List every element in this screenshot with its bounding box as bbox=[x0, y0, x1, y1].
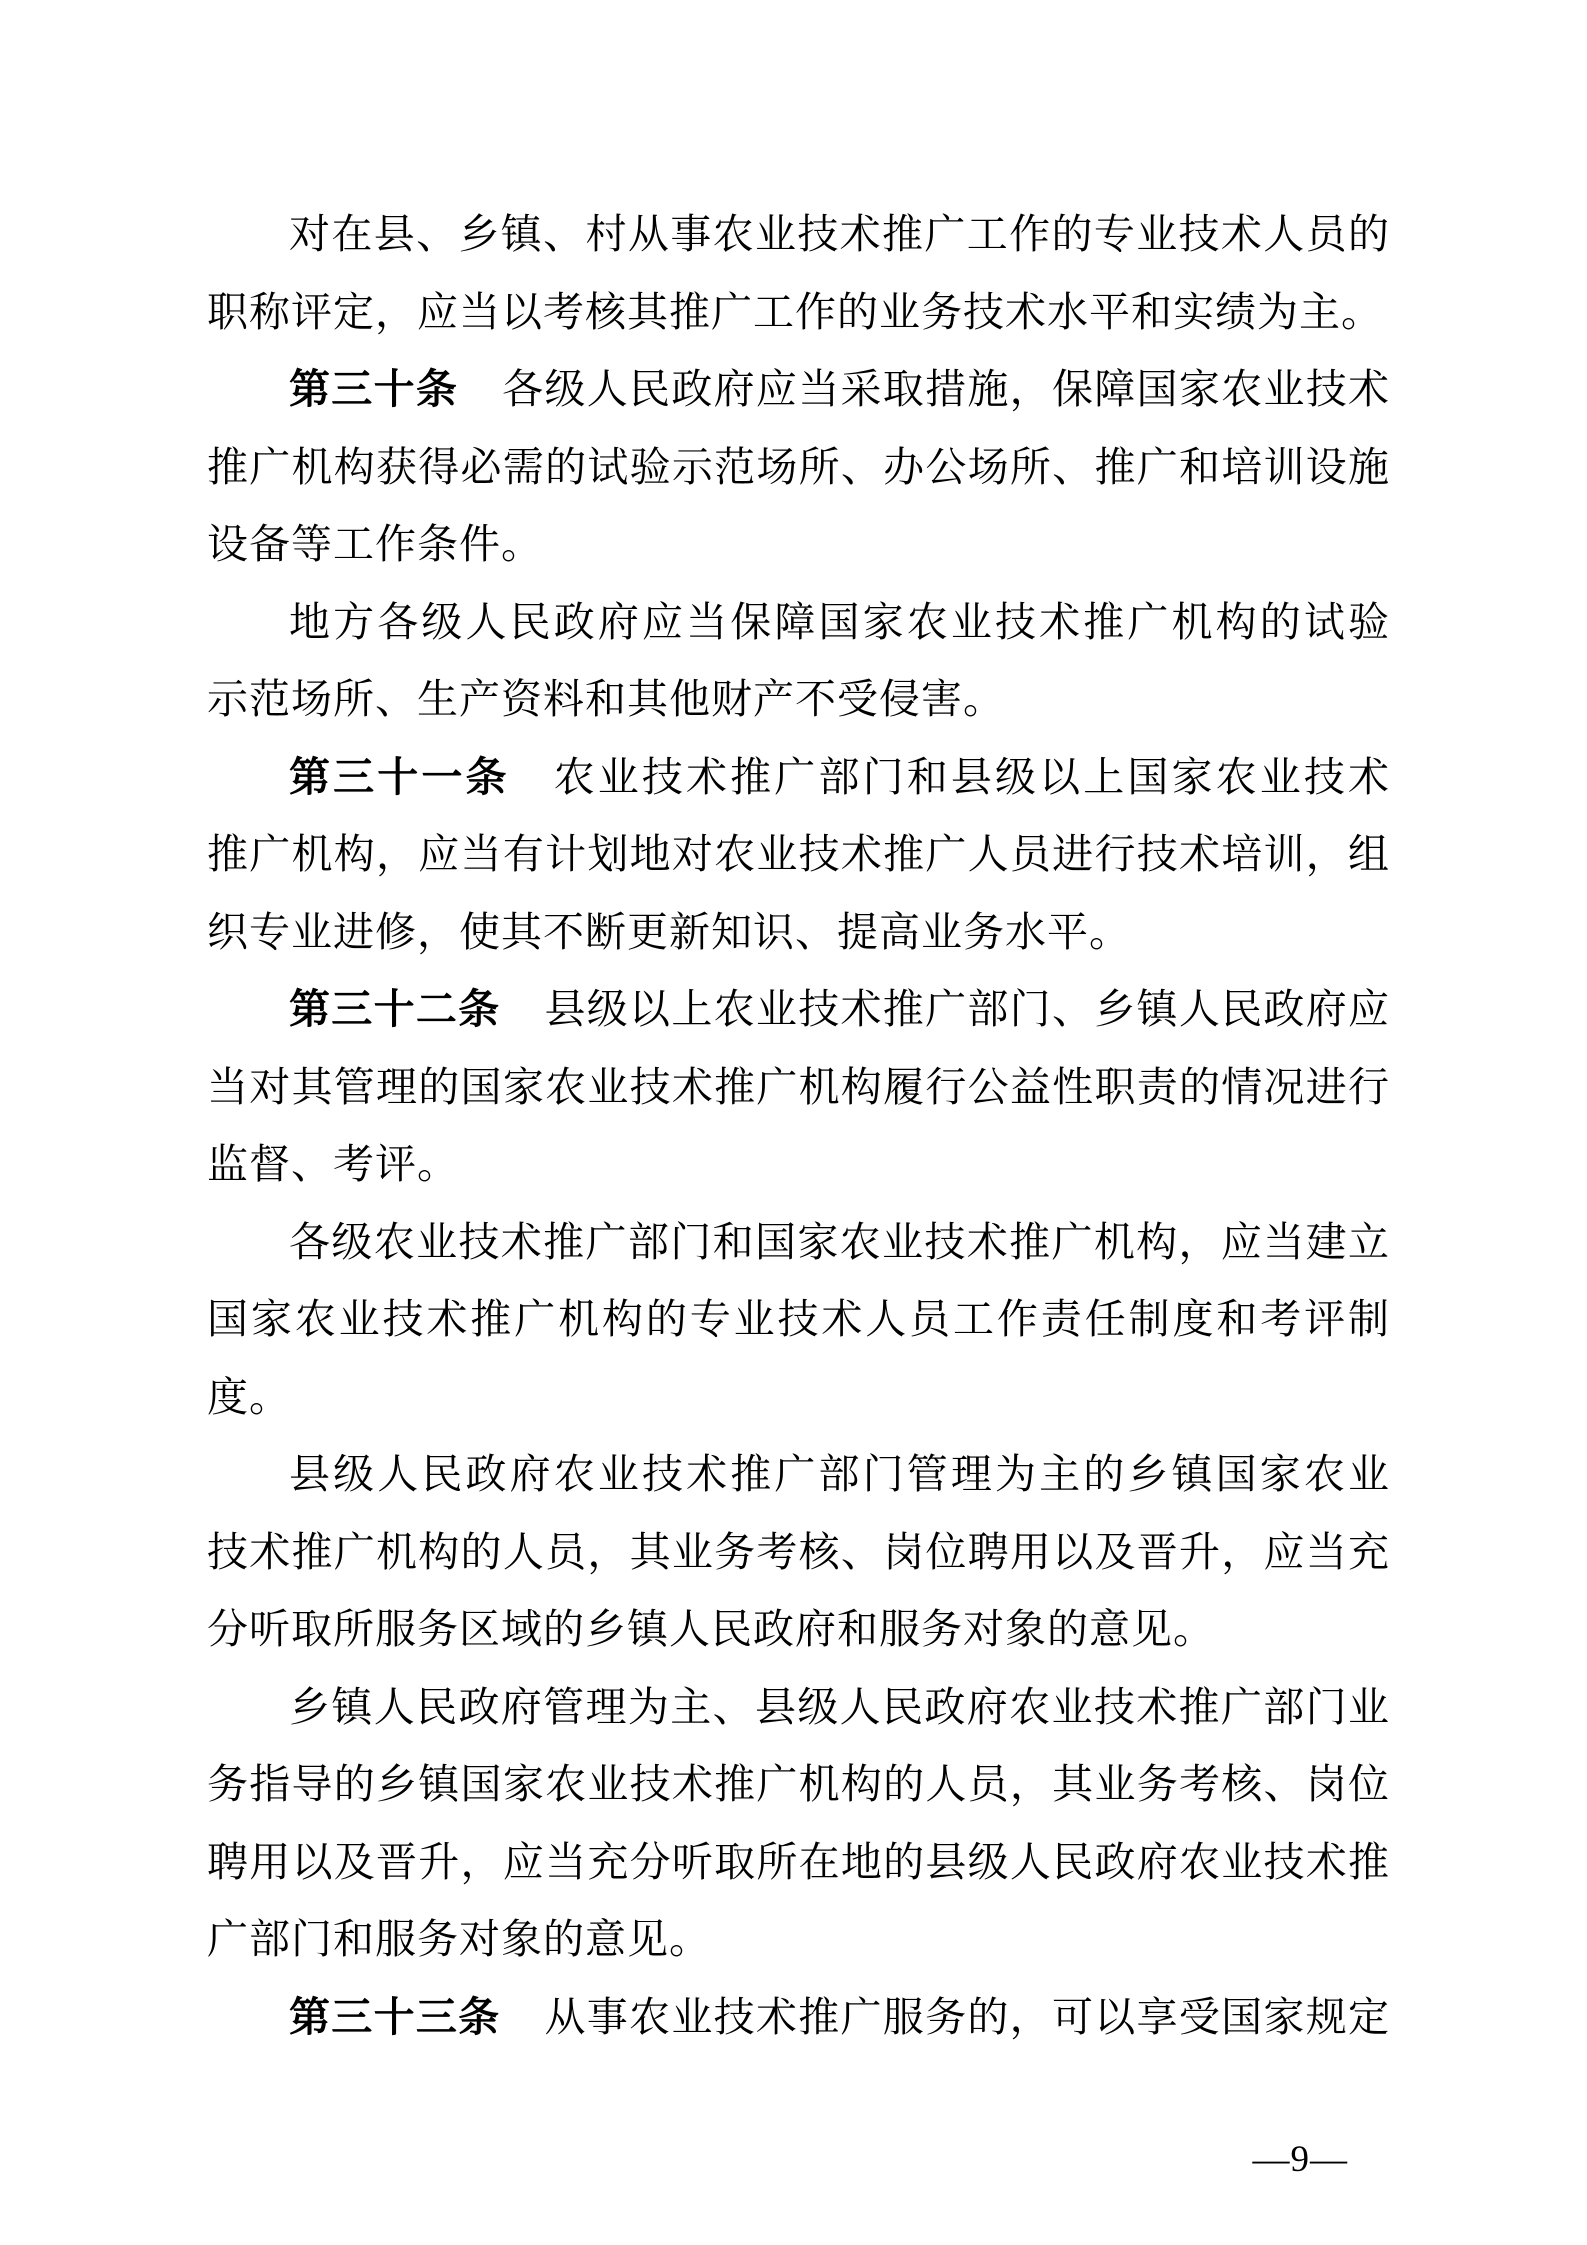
line-text: 农业技术推广部门和县级以上国家农业技术 bbox=[553, 753, 1390, 800]
line-text: 乡镇人民政府管理为主、县级人民政府农业技术推广部门业 bbox=[289, 1683, 1390, 1730]
text-line bbox=[207, 739, 1390, 817]
line-text: 当对其管理的国家农业技术推广机构履行公益性职责的情况进行 bbox=[207, 1063, 1390, 1110]
line-text: 各级农业技术推广部门和国家农业技术推广机构，应当建立 bbox=[289, 1218, 1390, 1265]
text-line bbox=[207, 429, 1390, 507]
line-text: 推广机构获得必需的试验示范场所、办公场所、推广和培训设施 bbox=[207, 443, 1390, 490]
line-text: 对在县、乡镇、村从事农业技术推广工作的专业技术人员的 bbox=[289, 211, 1390, 257]
article-number-label: 第三十一条 bbox=[289, 753, 510, 800]
line-text: 务指导的乡镇国家农业技术推广机构的人员，其业务考核、岗位 bbox=[207, 1761, 1390, 1807]
line-text: 技术推广机构的人员，其业务考核、岗位聘用以及晋升，应当充 bbox=[207, 1528, 1390, 1575]
line-text: 各级人民政府应当采取措施，保障国家农业技术 bbox=[502, 366, 1390, 412]
text-line bbox=[207, 1281, 1390, 1359]
text-line bbox=[207, 506, 1390, 584]
text-line bbox=[207, 661, 1390, 739]
page-number: —9— bbox=[1252, 2139, 1348, 2180]
line-text: 示范场所、生产资料和其他财产不受侵害。 bbox=[207, 676, 1005, 722]
text-line bbox=[207, 894, 1390, 972]
line-text: 分听取所服务区域的乡镇人民政府和服务对象的意见。 bbox=[207, 1606, 1215, 1652]
line-text: 监督、考评。 bbox=[207, 1141, 459, 1187]
text-line bbox=[207, 1204, 1390, 1282]
text-line bbox=[207, 196, 1390, 274]
line-text: 广部门和服务对象的意见。 bbox=[207, 1916, 711, 1962]
article-number-label: 第三十三条 bbox=[289, 1993, 501, 2040]
text-line bbox=[207, 274, 1390, 352]
text-line bbox=[207, 1514, 1390, 1592]
line-text: 县级人民政府农业技术推广部门管理为主的乡镇国家农业 bbox=[289, 1451, 1390, 1497]
text-line bbox=[207, 1126, 1390, 1204]
article-number-label: 第三十条 bbox=[289, 366, 459, 412]
text-line bbox=[207, 971, 1390, 1049]
line-text: 县级以上农业技术推广部门、乡镇人民政府应 bbox=[544, 986, 1390, 1032]
text-line bbox=[207, 584, 1390, 662]
text-line bbox=[207, 1669, 1390, 1747]
line-text: 聘用以及晋升，应当充分听取所在地的县级人民政府农业技术推 bbox=[207, 1838, 1390, 1885]
line-text: 从事农业技术推广服务的，可以享受国家规定 bbox=[544, 1993, 1390, 2040]
article-number-label: 第三十二条 bbox=[289, 986, 501, 1032]
line-text: 设备等工作条件。 bbox=[207, 521, 543, 567]
line-text: 地方各级人民政府应当保障国家农业技术推广机构的试验 bbox=[289, 598, 1390, 645]
text-line bbox=[207, 1824, 1390, 1902]
text-line bbox=[207, 1979, 1390, 2057]
line-text: 国家农业技术推广机构的专业技术人员工作责任制度和考评制 bbox=[207, 1296, 1390, 1342]
line-text: 度。 bbox=[207, 1373, 291, 1420]
text-line bbox=[207, 1591, 1390, 1669]
text-line bbox=[207, 351, 1390, 429]
line-text: 职称评定，应当以考核其推广工作的业务技术水平和实绩为主。 bbox=[207, 288, 1383, 335]
text-line bbox=[207, 1436, 1390, 1514]
line-text: 推广机构，应当有计划地对农业技术推广人员进行技术培训，组 bbox=[207, 831, 1390, 877]
document-body bbox=[207, 196, 1390, 2056]
text-line bbox=[207, 1359, 1390, 1437]
text-line bbox=[207, 1901, 1390, 1979]
line-text: 织专业进修，使其不断更新知识、提高业务水平。 bbox=[207, 908, 1131, 955]
text-line bbox=[207, 1746, 1390, 1824]
text-line bbox=[207, 816, 1390, 894]
text-line bbox=[207, 1049, 1390, 1127]
